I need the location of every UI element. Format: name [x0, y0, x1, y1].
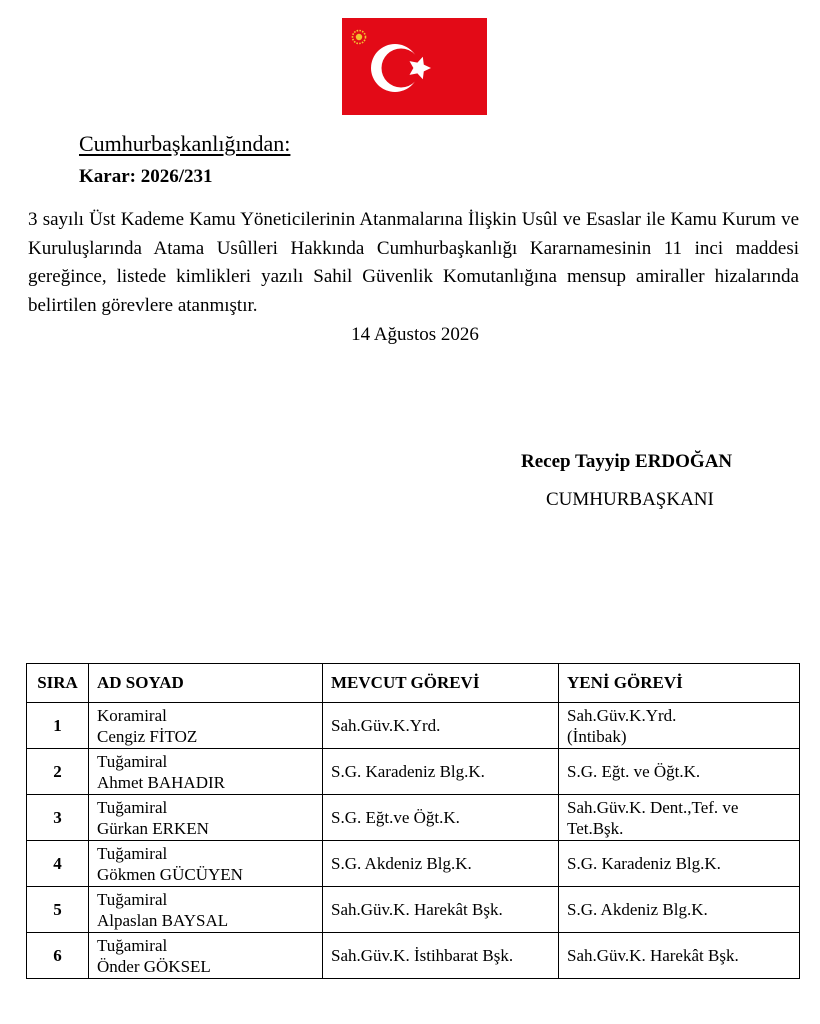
- decision-body-text: 3 sayılı Üst Kademe Kamu Yöneticilerinin Atanmalarına İlişkin Usûl ve Esaslar ile Kamu Kurum ve Kuruluşlarında Atama Usûlleri Hakkında Cumhurbaşkanlığı Kararnamesinin 11 inci maddesi gereğince, listede kimlikleri yazılı Sahil Güvenlik Komutanlığına mensup amiraller hizalarında belirtilen görevlere atanmıştır.: [28, 209, 799, 316]
- new-position-note: Tet.Bşk.: [567, 818, 624, 838]
- appointments-table: [26, 663, 800, 979]
- table-row: [27, 795, 800, 841]
- signer-title: CUMHURBAŞKANI: [546, 489, 714, 510]
- new-position-cell: [559, 933, 800, 979]
- admiral-cell: [89, 887, 323, 933]
- table-row: [27, 703, 800, 749]
- new-position: S.G. Akdeniz Blg.K.: [567, 900, 708, 919]
- new-position-cell: [559, 749, 800, 795]
- column-header-ad-soyad: AD SOYAD: [89, 664, 323, 703]
- admiral-rank: Tuğamiral: [97, 889, 168, 909]
- decision-number: Karar: 2026/231: [79, 166, 213, 187]
- new-position-note: (İntibak): [567, 726, 627, 746]
- table-row: [27, 749, 800, 795]
- column-header-sira: SIRA: [27, 664, 89, 703]
- column-header-yeni-gorevi: YENİ GÖREVİ: [559, 664, 800, 703]
- new-position: S.G. Eğt. ve Öğt.K.: [567, 762, 701, 781]
- presidential-flag-icon: [342, 18, 487, 115]
- table-row: [27, 841, 800, 887]
- admiral-cell: [89, 933, 323, 979]
- new-position-cell: [559, 887, 800, 933]
- new-position-cell: [559, 703, 800, 749]
- admiral-rank: Tuğamiral: [97, 935, 168, 955]
- row-number: 6: [27, 933, 89, 979]
- admiral-cell: [89, 703, 323, 749]
- admiral-name: Gürkan ERKEN: [97, 818, 209, 838]
- current-position: S.G. Karadeniz Blg.K.: [323, 749, 559, 795]
- current-position: S.G. Eğt.ve Öğt.K.: [323, 795, 559, 841]
- row-number: 1: [27, 703, 89, 749]
- decision-date: 14 Ağustos 2026: [351, 324, 479, 345]
- current-position: Sah.Güv.K. İstihbarat Bşk.: [323, 933, 559, 979]
- current-position: Sah.Güv.K.Yrd.: [323, 703, 559, 749]
- admiral-name: Ahmet BAHADIR: [97, 772, 225, 792]
- table-row: [27, 933, 800, 979]
- new-position-cell: [559, 841, 800, 887]
- new-position: S.G. Karadeniz Blg.K.: [567, 854, 721, 873]
- admiral-name: Önder GÖKSEL: [97, 956, 211, 976]
- admiral-cell: [89, 841, 323, 887]
- admiral-rank: Tuğamiral: [97, 843, 168, 863]
- column-header-mevcut-gorevi: MEVCUT GÖREVİ: [323, 664, 559, 703]
- admiral-rank: Tuğamiral: [97, 751, 168, 771]
- admiral-cell: [89, 795, 323, 841]
- admiral-name: Alpaslan BAYSAL: [97, 910, 229, 930]
- issuer-heading: Cumhurbaşkanlığından:: [79, 131, 291, 156]
- admiral-name: Cengiz FİTOZ: [97, 726, 198, 746]
- row-number: 2: [27, 749, 89, 795]
- admiral-rank: Tuğamiral: [97, 797, 168, 817]
- new-position: Sah.Güv.K. Harekât Bşk.: [567, 946, 739, 965]
- admiral-cell: [89, 749, 323, 795]
- table-header-row: [27, 664, 800, 703]
- current-position: Sah.Güv.K. Harekât Bşk.: [323, 887, 559, 933]
- admiral-rank: Koramiral: [97, 705, 167, 725]
- new-position-cell: [559, 795, 800, 841]
- admiral-name: Gökmen GÜCÜYEN: [97, 864, 243, 884]
- table-row: [27, 887, 800, 933]
- row-number: 5: [27, 887, 89, 933]
- current-position: S.G. Akdeniz Blg.K.: [323, 841, 559, 887]
- new-position: Sah.Güv.K. Dent.,Tef. ve: [567, 797, 739, 817]
- row-number: 3: [27, 795, 89, 841]
- new-position: Sah.Güv.K.Yrd.: [567, 705, 677, 725]
- signer-name: Recep Tayyip ERDOĞAN: [521, 451, 733, 472]
- row-number: 4: [27, 841, 89, 887]
